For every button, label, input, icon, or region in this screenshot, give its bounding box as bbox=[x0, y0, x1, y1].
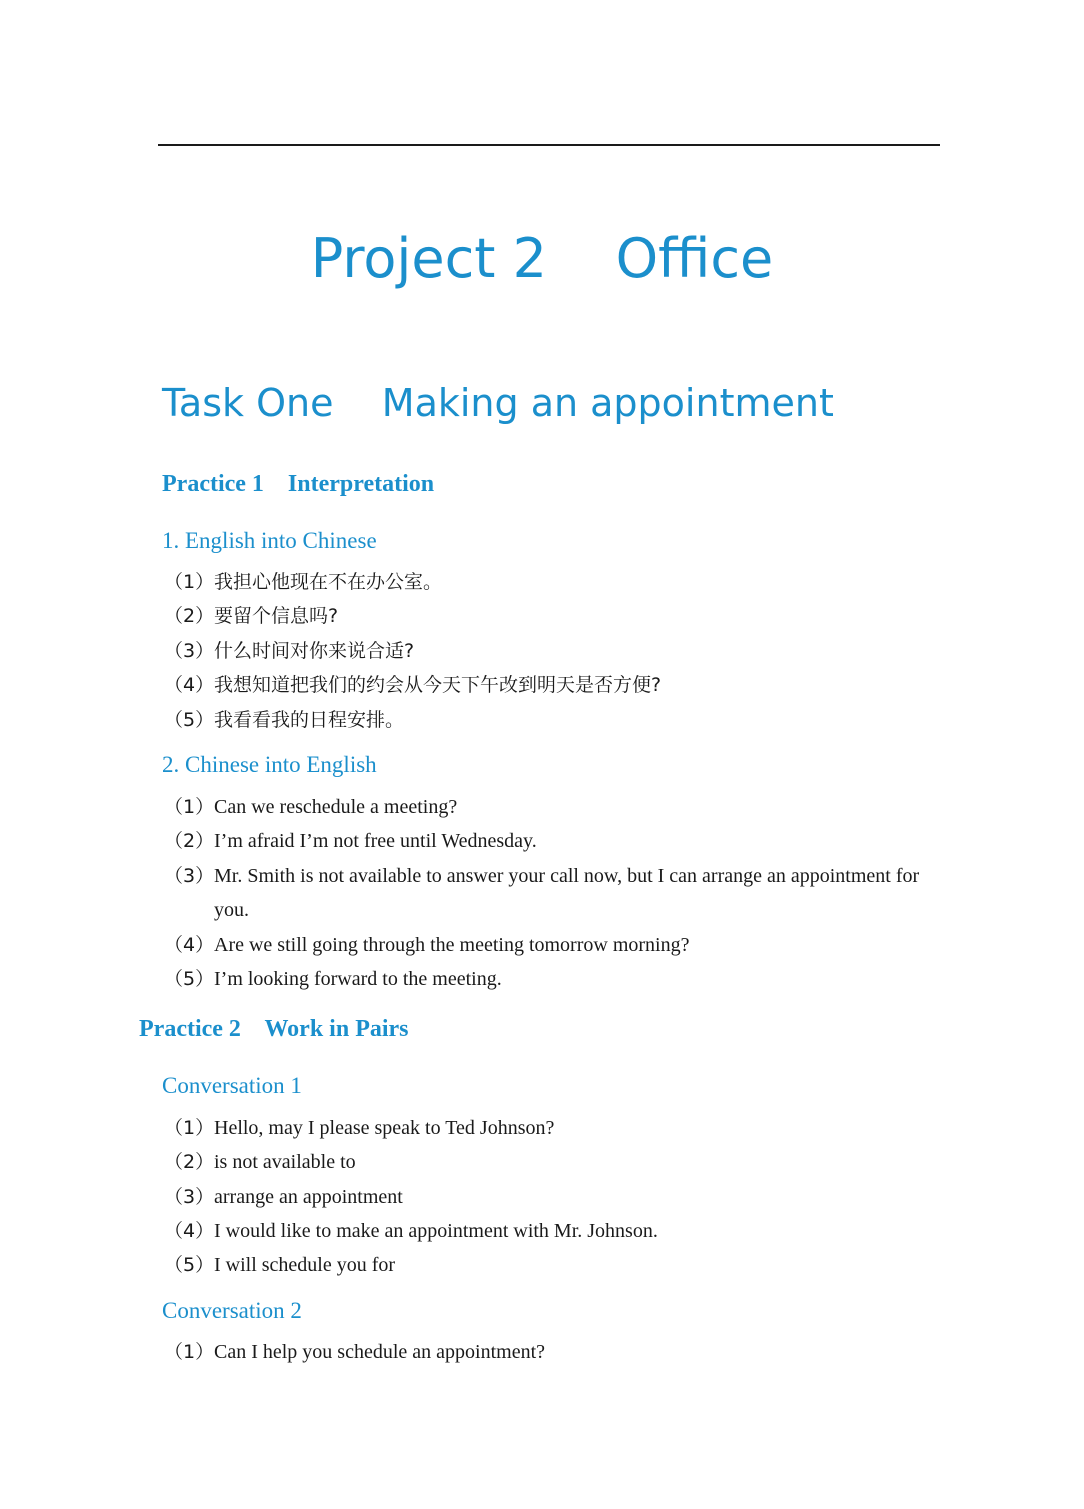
item-number: （2） bbox=[164, 830, 215, 852]
item-number: （4） bbox=[164, 674, 215, 696]
list-item bbox=[164, 1180, 944, 1214]
item-number: （1） bbox=[164, 571, 215, 593]
practice-1-heading: Practice 1 Interpretation bbox=[162, 471, 435, 497]
item-text: 我想知道把我们的约会从今天下午改到明天是否方便? bbox=[214, 674, 662, 696]
item-text: Hello, may I please speak to Ted Johnson? bbox=[214, 1117, 555, 1139]
list-item bbox=[164, 1335, 944, 1369]
item-text: I’m afraid I’m not free until Wednesday. bbox=[214, 830, 537, 852]
list-item bbox=[164, 565, 944, 599]
item-number: （5） bbox=[164, 709, 215, 731]
item-text: 我看看我的日程安排。 bbox=[214, 709, 405, 731]
item-text: Can we reschedule a meeting? bbox=[214, 796, 458, 818]
project-title: Project 2 Office bbox=[310, 227, 774, 290]
list-item bbox=[164, 1145, 944, 1179]
list-item bbox=[164, 859, 944, 927]
list-item bbox=[164, 1214, 944, 1248]
list-item bbox=[164, 703, 944, 737]
item-text: 我担心他现在不在办公室。 bbox=[214, 571, 443, 593]
item-text: arrange an appointment bbox=[214, 1186, 403, 1208]
item-number: （1） bbox=[164, 1341, 215, 1363]
list-item bbox=[164, 962, 944, 996]
list-item bbox=[164, 928, 944, 962]
practice-2-heading: Practice 2 Work in Pairs bbox=[139, 1016, 409, 1042]
item-number: （1） bbox=[164, 796, 215, 818]
item-number: （4） bbox=[164, 934, 215, 956]
conversation-1-heading: Conversation 1 bbox=[162, 1073, 302, 1098]
item-number: （3） bbox=[164, 640, 215, 662]
list-item bbox=[164, 634, 944, 668]
task-title: Task One Making an appointment bbox=[162, 381, 834, 425]
item-text: 什么时间对你来说合适? bbox=[214, 640, 415, 662]
list-item bbox=[164, 790, 944, 824]
item-number: （1） bbox=[164, 1117, 215, 1139]
item-number: （4） bbox=[164, 1220, 215, 1242]
conversation-2-heading: Conversation 2 bbox=[162, 1298, 302, 1323]
item-number: （3） bbox=[164, 1186, 215, 1208]
section-chinese-into-english-heading: 2. Chinese into English bbox=[162, 752, 377, 777]
item-text: Mr. Smith is not available to answer your call now, but I can arrange an appointment for you. bbox=[214, 865, 920, 921]
item-text: 要留个信息吗? bbox=[214, 605, 339, 627]
list-item bbox=[164, 599, 944, 633]
list-item bbox=[164, 1111, 944, 1145]
item-text: I will schedule you for bbox=[214, 1254, 396, 1276]
item-number: （5） bbox=[164, 1254, 215, 1276]
item-text: is not available to bbox=[214, 1151, 356, 1173]
item-number: （3） bbox=[164, 865, 215, 887]
list-item bbox=[164, 668, 944, 702]
header-rule bbox=[158, 144, 940, 146]
item-text: Are we still going through the meeting tomorrow morning? bbox=[214, 934, 690, 956]
item-number: （5） bbox=[164, 968, 215, 990]
item-number: （2） bbox=[164, 1151, 215, 1173]
section-english-into-chinese-heading: 1. English into Chinese bbox=[162, 528, 377, 553]
list-item bbox=[164, 824, 944, 858]
item-number: （2） bbox=[164, 605, 215, 627]
item-text: I would like to make an appointment with Mr. Johnson. bbox=[214, 1220, 658, 1242]
item-text: I’m looking forward to the meeting. bbox=[214, 968, 502, 990]
item-text: Can I help you schedule an appointment? bbox=[214, 1341, 546, 1363]
list-item bbox=[164, 1248, 944, 1282]
